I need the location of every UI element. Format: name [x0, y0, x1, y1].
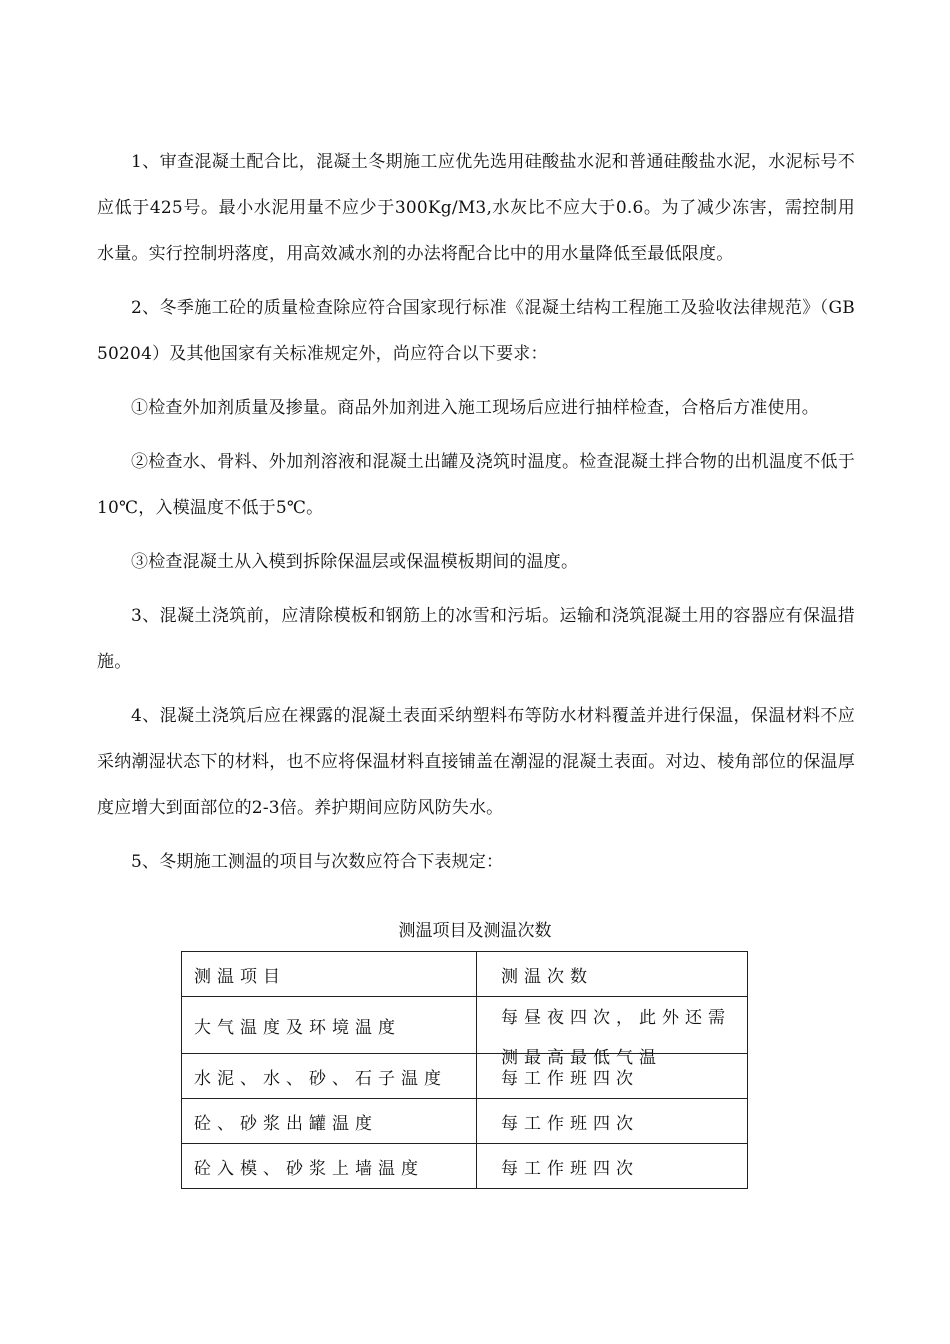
document-body [97, 139, 855, 893]
paragraph-5: 5、冬期施工测温的项目与次数应符合下表规定： [131, 852, 504, 872]
paragraph-3: 3、混凝土浇筑前，应清除模板和钢筋上的冰雪和污垢。运输和浇筑混凝土用的容器应有保温措施。 [97, 606, 855, 672]
paragraph-4: 4、混凝土浇筑后应在裸露的混凝土表面采纳塑料布等防水材料覆盖并进行保温，保温材料不应采纳潮湿状态下的材料，也不应将保温材料直接铺盖在潮湿的混凝土表面。对边、棱角部位的保温厚度应增大到面部位的2-3倍。养护期间应防风防失水。 [97, 706, 855, 818]
table-header-row [182, 952, 748, 997]
paragraph-2-item-2: ②检查水、骨料、外加剂溶液和混凝土出罐及浇筑时温度。检查混凝土拌合物的出机温度不低于10℃，入模温度不低于5℃。 [97, 452, 855, 518]
paragraph-2-item-3: ③检查混凝土从入模到拆除保温层或保温模板期间的温度。 [131, 552, 579, 572]
paragraph-2-item-1: ①检查外加剂质量及掺量。商品外加剂进入施工现场后应进行抽样检查，合格后方准使用。 [131, 398, 819, 418]
table-cell-count [477, 997, 748, 1068]
table-cell-count-text: 每昼夜四次，此外还需测最高最低气温 [501, 1008, 731, 1068]
table-header-item: 测温项目 [182, 952, 477, 997]
table-cell-item: 水泥、水、砂、石子温度 [182, 1054, 477, 1099]
table-cell-item: 砼入模、砂浆上墙温度 [182, 1144, 477, 1189]
table-row [182, 1099, 748, 1144]
table-header-count: 测温次数 [477, 952, 748, 997]
table-row [182, 1054, 748, 1099]
measurement-table [181, 951, 748, 1189]
table-cell-item: 大气温度及环境温度 [182, 997, 477, 1054]
table-cell-count: 每工作班四次 [477, 1099, 748, 1144]
paragraph-2: 2、冬季施工砼的质量检查除应符合国家现行标准《混凝土结构工程施工及验收法律规范》（GB50204）及其他国家有关标准规定外，尚应符合以下要求： [97, 298, 855, 364]
table-row [182, 997, 748, 1054]
table-cell-item: 砼、砂浆出罐温度 [182, 1099, 477, 1144]
table-row [182, 1144, 748, 1189]
table-title: 测温项目及测温次数 [398, 921, 552, 941]
table-cell-count: 每工作班四次 [477, 1144, 748, 1189]
paragraph-1: 1、审查混凝土配合比，混凝土冬期施工应优先选用硅酸盐水泥和普通硅酸盐水泥，水泥标号不应低于425号。最小水泥用量不应少于300Kg/M3,水灰比不应大于0.6。为了减少冻害，需控制用水量。实行控制坍落度，用高效减水剂的办法将配合比中的用水量降低至最低限度。 [97, 152, 855, 264]
table-cell-count: 每工作班四次 [477, 1054, 748, 1099]
